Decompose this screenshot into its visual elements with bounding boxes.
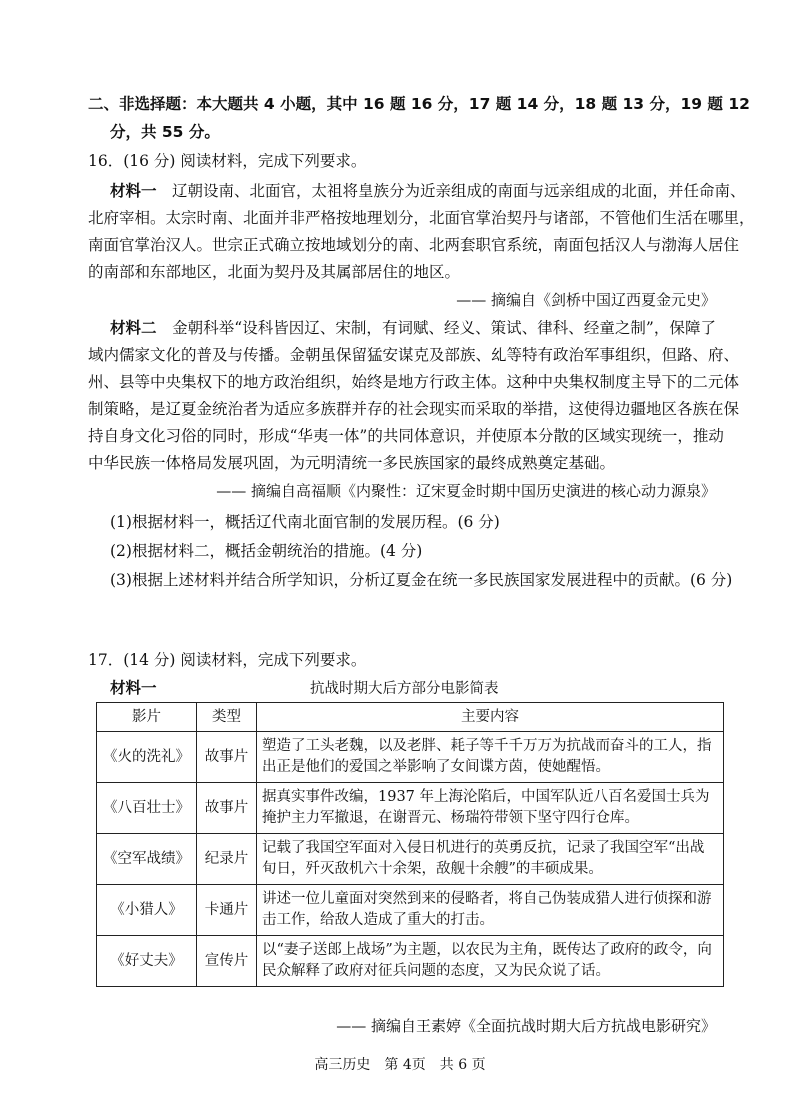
- film-title: 《小猎人》: [97, 885, 197, 936]
- table-header-row: [97, 703, 724, 732]
- q16-material2-label: 材料二: [110, 319, 157, 337]
- film-title: 《空军战绩》: [97, 834, 197, 885]
- page-footer: 高三历史 第 4页 共 6 页: [314, 1057, 486, 1073]
- table-row: [97, 936, 724, 987]
- q16-question-1: (1)根据材料一，概括辽代南北面官制的发展历程。(6 分): [110, 513, 500, 531]
- table-header-type: 类型: [197, 703, 257, 732]
- q16-material2-line: 域内儒家文化的普及与传播。金朝虽保留猛安谋克及部族、乣等特有政治军事组织，但路、府、: [88, 346, 740, 364]
- q17-table-source: —— 摘编自王素婷《全面抗战时期大后方抗战电影研究》: [336, 1017, 716, 1035]
- q16-material2-source: —— 摘编自高福顺《内聚性：辽宋夏金时期中国历史演进的核心动力源泉》: [216, 482, 716, 500]
- table-header-content: 主要内容: [257, 703, 724, 732]
- film-type: 宣传片: [197, 936, 257, 987]
- table-row: [97, 732, 724, 783]
- film-type: 卡通片: [197, 885, 257, 936]
- film-type: 故事片: [197, 783, 257, 834]
- q17-heading: 17．(14 分) 阅读材料，完成下列要求。: [88, 651, 367, 669]
- film-type: 故事片: [197, 732, 257, 783]
- q16-material1-source: —— 摘编自《剑桥中国辽西夏金元史》: [456, 291, 716, 309]
- film-content: 据真实事件改编，1937 年上海沦陷后，中国军队近八百名爱国士兵为掩护主力军撤退，在谢晋元、杨瑞符带领下坚守四行仓库。: [257, 783, 724, 834]
- film-content: 塑造了工头老魏，以及老胖、耗子等千千万万为抗战而奋斗的工人，指出正是他们的爱国之举影响了女间谍方茵，使她醒悟。: [257, 732, 724, 783]
- q17-material1-label: 材料一: [110, 679, 157, 697]
- q16-material2-text: 金朝科举“设科皆因辽、宋制，有词赋、经义、策试、律科、经童之制”，保障了: [172, 319, 716, 337]
- table-row: [97, 783, 724, 834]
- q16-material1-label: 材料一: [110, 182, 157, 200]
- q16-material2-line: 持自身文化习俗的同时，形成“华夷一体”的共同体意识，并使原本分散的区域实现统一，推动: [88, 427, 724, 445]
- film-title: 《好丈夫》: [97, 936, 197, 987]
- film-table: [96, 702, 724, 987]
- film-content: 记载了我国空军面对入侵日机进行的英勇反抗，记录了我国空军“出战旬日，歼灭敌机六十余架，敌舰十余艘”的丰硕成果。: [257, 834, 724, 885]
- q16-material2-line: 中华民族一体格局发展巩固，为元明清统一多民族国家的最终成熟奠定基础。: [88, 454, 616, 472]
- q16-material2-line: [110, 317, 716, 339]
- q16-material1-line: 的南部和东部地区，北面为契丹及其属部居住的地区。: [88, 263, 461, 281]
- table-title: 抗战时期大后方部分电影简表: [310, 681, 499, 697]
- film-content: 以“妻子送郎上战场”为主题，以农民为主角，既传达了政府的政令，向民众解释了政府对征兵问题的态度，又为民众说了话。: [257, 936, 724, 987]
- table-row: [97, 885, 724, 936]
- film-content: 讲述一位儿童面对突然到来的侵略者，将自己伪装成猎人进行侦探和游击工作，给敌人造成了重大的打击。: [257, 885, 724, 936]
- film-type: 纪录片: [197, 834, 257, 885]
- q16-material1-line: 南面官掌治汉人。世宗正式确立按地域划分的南、北两套职官系统，南面包括汉人与渤海人居住: [88, 236, 740, 254]
- table-header-film: 影片: [97, 703, 197, 732]
- q16-question-2: (2)根据材料二，概括金朝统治的措施。(4 分): [110, 542, 423, 560]
- q16-heading: 16．(16 分) 阅读材料，完成下列要求。: [88, 152, 367, 170]
- q16-material1-text: 辽朝设南、北面官，太祖将皇族分为近亲组成的南面与远亲组成的北面，并任命南、: [172, 182, 746, 200]
- film-title: 《八百壮士》: [97, 783, 197, 834]
- section-heading: 二、非选择题：本大题共 4 小题，其中 16 题 16 分，17 题 14 分，18 题 13 分，19 题 12: [88, 95, 750, 113]
- table-row: [97, 834, 724, 885]
- film-title: 《火的洗礼》: [97, 732, 197, 783]
- q16-material2-line: 州、县等中央集权下的地方政治组织，始终是地方行政主体。这种中央集权制度主导下的二元体: [88, 373, 740, 391]
- q16-material2-line: 制策略，是辽夏金统治者为适应多族群并存的社会现实而采取的举措，这使得边疆地区各族在保: [88, 400, 740, 418]
- q16-question-3: (3)根据上述材料并结合所学知识，分析辽夏金在统一多民族国家发展进程中的贡献。(6 分): [110, 571, 733, 589]
- q16-material1-line: 北府宰相。太宗时南、北面并非严格按地理划分，北面官掌治契丹与诸部，不管他们生活在哪里，: [88, 209, 755, 227]
- section-heading-cont: 分，共 55 分。: [110, 123, 220, 141]
- q16-material1-line: [110, 180, 746, 202]
